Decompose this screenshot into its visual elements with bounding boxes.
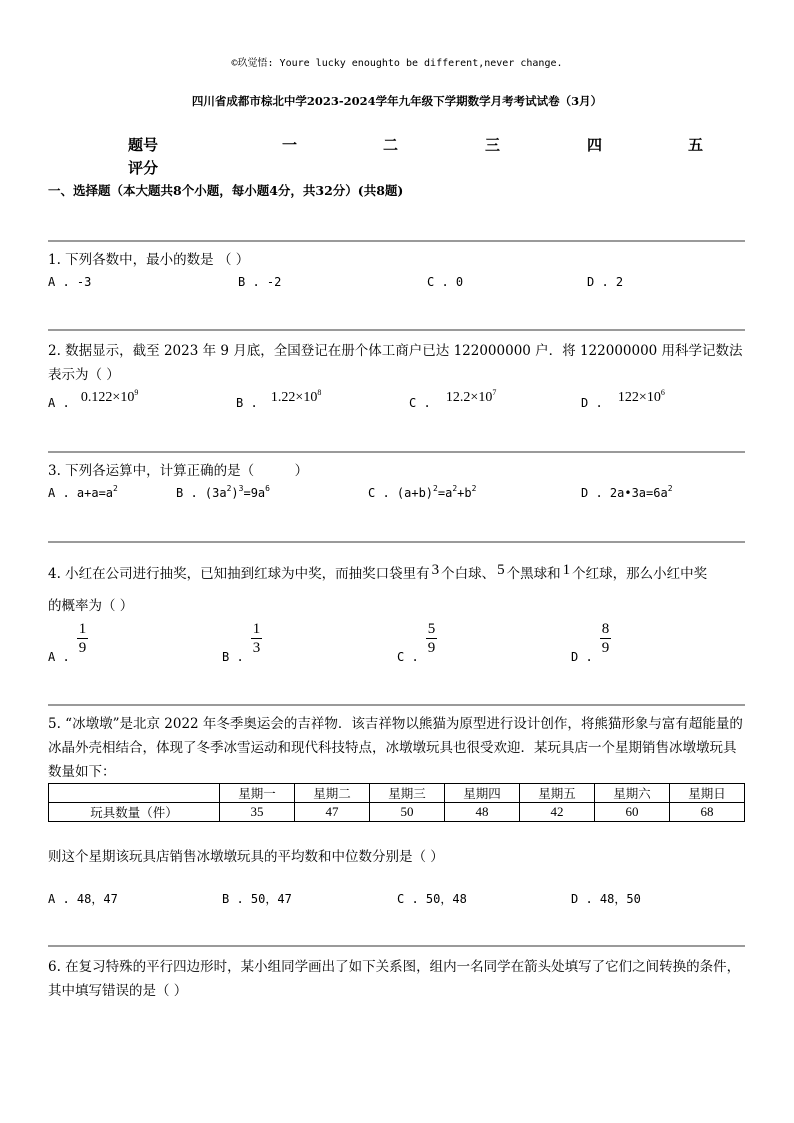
value-base: 0.122×10: [80, 390, 135, 405]
exponent: 2: [226, 484, 232, 493]
option-text: C . (a+b): [368, 486, 434, 500]
q2-option-b: [236, 388, 322, 412]
option-text: D . 2a•3a=6a: [581, 486, 668, 500]
q4-option-a-letter: A .: [48, 650, 70, 664]
exponent: 6: [265, 484, 270, 493]
q3-option-a: [48, 486, 118, 500]
option-letter: B .: [236, 396, 258, 410]
table-header-cell: 星期四: [445, 784, 520, 803]
stem-text: 4. 小红在公司进行抽奖，已知抽到红球为中奖，而抽奖口袋里有: [48, 566, 430, 582]
exponent: 2: [667, 484, 673, 493]
denominator: 9: [427, 640, 436, 656]
exponent: 2: [433, 484, 438, 493]
table-cell: 60: [595, 803, 670, 822]
q4-option-b-letter: B .: [222, 650, 244, 664]
red-count: 1: [562, 562, 571, 578]
option-value: [81, 390, 138, 405]
q2-option-c: [409, 388, 497, 412]
page-title: 四川省成都市棕北中学2023-2024学年九年级下学期数学月考考试试卷（3月）: [191, 94, 603, 108]
q1-option-d: D . 2: [587, 275, 624, 289]
table-header-cell: [49, 784, 220, 803]
option-value: [618, 390, 665, 405]
table-cell: 42: [520, 803, 595, 822]
q5-option-a: A . 48，47: [48, 892, 118, 906]
option-text: ): [231, 486, 239, 500]
q5-option-c: C . 50，48: [397, 892, 467, 906]
divider: [48, 240, 745, 242]
exponent: 2: [452, 484, 458, 493]
divider: [48, 451, 745, 453]
value-exponent: 9: [134, 388, 139, 397]
numerator: 8: [601, 621, 610, 637]
table-cell: 50: [370, 803, 445, 822]
q3-option-c: [368, 486, 476, 500]
q3-option-d: [581, 486, 673, 500]
option-value: [446, 390, 496, 405]
q2-option-a: [48, 388, 139, 412]
table-cell: 68: [670, 803, 745, 822]
q4-option-c-letter: C .: [397, 650, 419, 664]
question-2-stem: 2. 数据显示，截至 2023 年 9 月底，全国登记在册个体工商户已达 122000000 户．将 122000000 用科学记数法表示为（ ）: [48, 343, 743, 383]
question-1-stem: 1. 下列各数中，最小的数是 （ ）: [48, 252, 250, 268]
question-5-question: 则这个星期该玩具店销售冰墩墩玩具的平均数和中位数分别是（ ）: [48, 849, 444, 865]
white-count: 3: [431, 562, 440, 578]
sales-table: [48, 783, 745, 822]
q1-option-a: A . -3: [48, 275, 92, 289]
stem-text: 个黑球和: [506, 566, 561, 582]
q4-option-b-fraction: [251, 621, 262, 656]
value-base: 12.2×10: [445, 390, 493, 405]
q1-option-b: B . -2: [238, 275, 282, 289]
stem-text: 个白球、: [441, 566, 496, 582]
score-row-label-score: 评分: [128, 159, 159, 177]
option-letter: A .: [48, 396, 70, 410]
numerator: 5: [427, 621, 436, 637]
option-text: A . a+a=a: [48, 486, 114, 500]
question-6-stem: 6. 在复习特殊的平行四边形时，某小组同学画出了如下关系图，组内一名同学在箭头处填写了它们之间转换的条件，其中填写错误的是（ ）: [48, 959, 741, 999]
numerator: 1: [252, 621, 261, 637]
numerator: 1: [78, 621, 87, 637]
q4-option-d-letter: D .: [571, 650, 593, 664]
table-header-cell: 星期一: [220, 784, 295, 803]
q3-option-b: [176, 486, 270, 500]
table-header-row: [49, 784, 745, 803]
question-3-stem: 3. 下列各运算中，计算正确的是（ ）: [48, 463, 309, 479]
denominator: 3: [252, 640, 261, 656]
table-cell: 48: [445, 803, 520, 822]
q5-option-d: D . 48，50: [571, 892, 641, 906]
q5-option-b: B . 50，47: [222, 892, 292, 906]
question-4-stem: [48, 562, 748, 586]
exponent: 3: [238, 484, 244, 493]
fraction-bar: [251, 638, 262, 639]
divider: [48, 329, 745, 331]
exponent: 2: [471, 484, 477, 493]
table-row-label: 玩具数量（件）: [49, 803, 220, 822]
table-header-cell: 星期三: [370, 784, 445, 803]
black-count: 5: [497, 562, 505, 578]
divider: [48, 541, 745, 543]
table-cell: 47: [295, 803, 370, 822]
stem-text: 个红球，那么小红中奖: [572, 566, 708, 582]
value-base: 122×10: [617, 390, 661, 405]
denominator: 9: [601, 640, 610, 656]
fraction-bar: [426, 638, 437, 639]
header-motto: ©玖觉悟: Youre lucky enoughto be different,never change.: [231, 58, 563, 69]
q4-option-d-fraction: [600, 621, 611, 656]
q2-option-d: [581, 388, 665, 412]
table-header-cell: 星期五: [520, 784, 595, 803]
q4-option-a-fraction: [77, 621, 88, 656]
value-exponent: 6: [660, 388, 665, 397]
question-4-stem-line2: 的概率为（ ）: [48, 598, 134, 614]
table-header-cell: 星期日: [670, 784, 745, 803]
table-cell: 35: [220, 803, 295, 822]
table-header-cell: 星期二: [295, 784, 370, 803]
value-base: 1.22×10: [270, 390, 318, 405]
question-5-stem: 5. “冰墩墩”是北京 2022 年冬季奥运会的吉祥物．该吉祥物以熊猫为原型进行设计创作，将熊猫形象与富有超能量的冰晶外壳相结合，体现了冬季冰雪运动和现代科技特点，冰墩墩玩具也很受欢迎．某玩具店一个星期销售冰墩墩玩具数量如下：: [48, 716, 743, 780]
score-row-label-number: 题号: [128, 136, 159, 154]
option-text: B . (3a: [176, 486, 227, 500]
score-col-3: 三: [485, 136, 501, 154]
option-letter: C .: [409, 396, 431, 410]
table-header-cell: 星期六: [595, 784, 670, 803]
exponent: 2: [113, 484, 118, 493]
divider: [48, 704, 745, 706]
denominator: 9: [78, 640, 87, 656]
option-value: [271, 390, 321, 405]
value-exponent: 7: [492, 388, 497, 397]
value-exponent: 8: [317, 388, 322, 397]
option-letter: D .: [581, 396, 603, 410]
option-text: =9a: [243, 486, 266, 500]
score-col-5: 五: [688, 136, 704, 154]
score-col-2: 二: [383, 136, 399, 154]
q1-option-c: C . 0: [427, 275, 464, 289]
q4-option-c-fraction: [426, 621, 437, 656]
option-text: +b: [457, 486, 472, 500]
score-col-4: 四: [587, 136, 603, 154]
divider: [48, 945, 745, 947]
option-text: =a: [437, 486, 453, 500]
fraction-bar: [77, 638, 88, 639]
section-heading: 一、选择题（本大题共8个小题，每小题4分，共32分）(共8题): [48, 183, 404, 198]
table-row: [49, 803, 745, 822]
fraction-bar: [600, 638, 611, 639]
score-col-1: 一: [282, 136, 298, 154]
